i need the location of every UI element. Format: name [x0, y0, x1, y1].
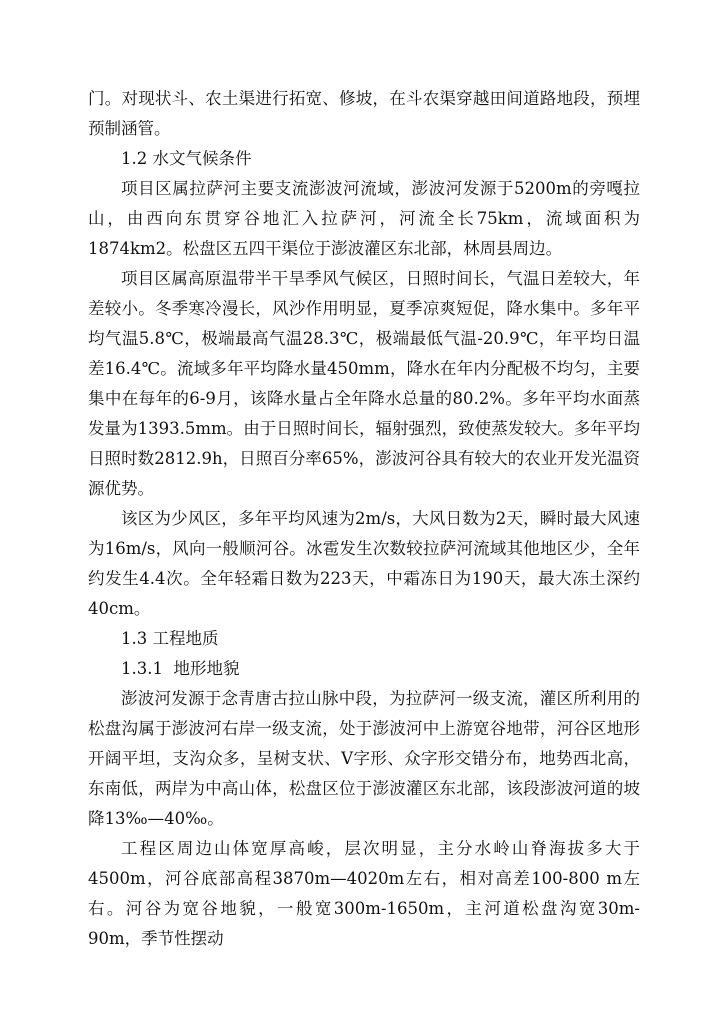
paragraph-climate: 项目区属高原温带半干旱季风气候区，日照时间长，气温日差较大，年差较小。冬季寒冷漫长，风沙作用明显，夏季凉爽短促，降水集中。多年平均气温5.8℃，极端最高气温28.3℃，极端最低气温-20.9℃，年平均日温差16.4℃。流域多年平均降水量450mm，降水在年内分配极不均匀，主要集中在每年的6-9月，该降水量占全年降水总量的80.2%。多年平均水面蒸发量为1393.5mm。由于日照时间长，辐射强烈，致使蒸发较大。多年平均日照时数2812.9h，日照百分率65%，澎波河谷具有较大的农业开发光温资源优势。	[88, 269, 640, 498]
document-page	[88, 84, 640, 954]
paragraph-wind-frost: 该区为少风区，多年平均风速为2m/s，大风日数为2天，瞬时最大风速为16m/s，风向一般顺河谷。冰雹发生次数较拉萨河流域其他地区少，全年约发生4.4次。全年轻霜日数为223天，中霜冻日为190天，最大冻土深约40cm。	[88, 509, 640, 618]
paragraph-canal-works: 门。对现状斗、农土渠进行拓宽、修坡，在斗农渠穿越田间道路地段，预埋预制涵管。	[88, 89, 640, 138]
heading-topography: 1.3.1 地形地貌	[121, 659, 240, 678]
paragraph-mountains-valley: 工程区周边山体宽厚高峻，层次明显，主分水岭山脊海拔多大于4500m，河谷底部高程3870m—4020m左右，相对高差100-800 m左右。河谷为宽谷地貌，一般宽300m-1650m，主河道松盘沟宽30m-90m，季节性摆动	[88, 839, 640, 948]
paragraph-river-origin: 澎波河发源于念青唐古拉山脉中段，为拉萨河一级支流，灌区所利用的松盘沟属于澎波河右岸一级支流，处于澎波河中上游宽谷地带，河谷区地形开阔平坦，支沟众多，呈树支状、V字形、众字形交错分布，地势西北高，东南低，两岸为中高山体，松盘区位于澎波灌区东北部，该段澎波河道的坡降13‰—40‰。	[88, 689, 640, 828]
heading-hydrology-climate: 1.2 水文气候条件	[121, 149, 252, 168]
heading-engineering-geology: 1.3 工程地质	[121, 629, 219, 648]
paragraph-river-basin: 项目区属拉萨河主要支流澎波河流域，澎波河发源于5200m的旁嘎拉山，由西向东贯穿谷地汇入拉萨河，河流全长75km，流域面积为1874km2。松盘区五四干渠位于澎波灌区东北部，林周县周边。	[88, 179, 640, 258]
